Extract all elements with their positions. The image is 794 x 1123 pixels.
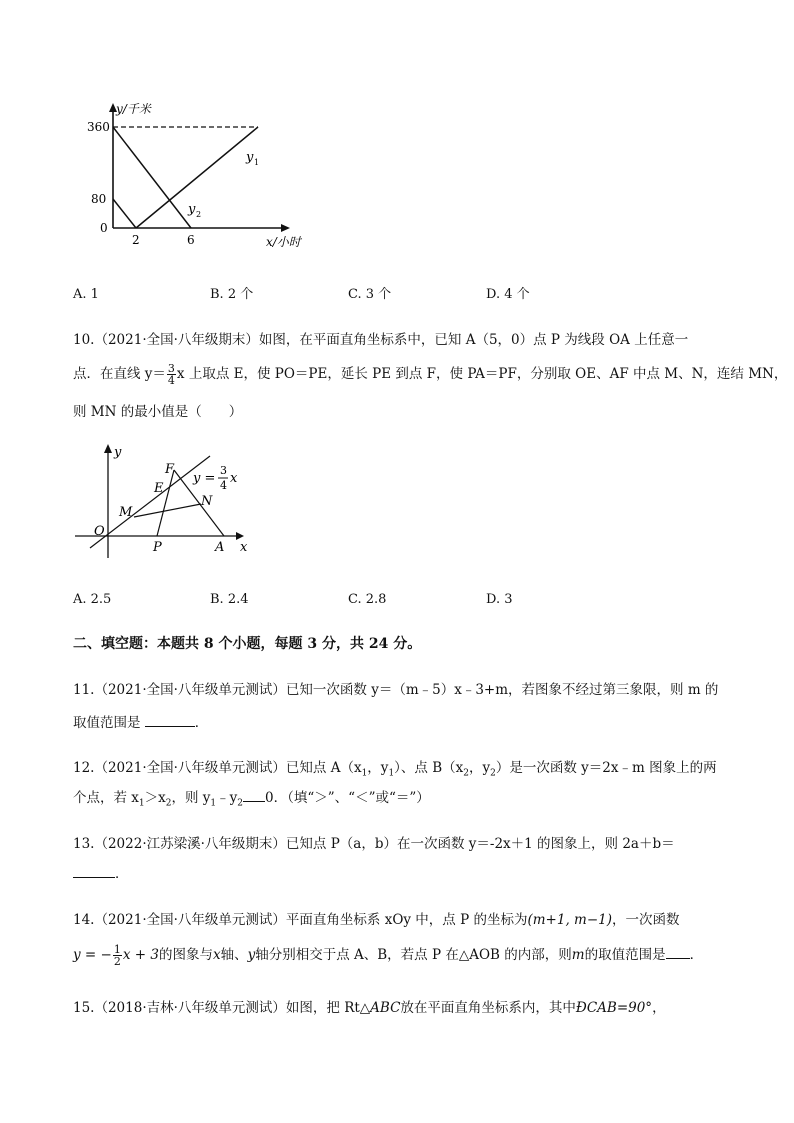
q10-line2: 点．在直线 y＝ $\frac{3}{4}$ x 上取点 E，使 PO＝PE，延长 PE 到点 F，使 PA＝PF，分别取 OE、AF 中点 M、N，连结 MN， <box>73 362 788 387</box>
graph1-tick-0: 0 <box>100 221 108 235</box>
q10-option-c: C. 2.8 <box>348 592 387 607</box>
distance-time-graph <box>80 100 320 260</box>
q9-option-a: A. 1 <box>73 287 99 302</box>
q13-line2: ． <box>73 864 129 884</box>
graph2-label-y: y <box>114 445 122 460</box>
q14-fraction: $\frac{1}{2}$ <box>113 943 121 968</box>
q14-line2: y = − $\frac{1}{2}$ x + 3的图象与x轴、y轴分别相交于点 A、B，若点 P 在△AOB 的内部，则m的取值范围是 ． <box>73 943 704 968</box>
graph1-label-y1: y <box>246 150 254 165</box>
graph1-tick-6: 6 <box>187 233 195 247</box>
section2-title: 二、填空题：本题共 8 个小题，每题 3 分，共 24 分。 <box>73 636 422 652</box>
graph2-label-x: x <box>240 540 248 555</box>
graph2-label-m: M <box>119 505 133 520</box>
graph2-label-eq: y = <box>193 471 216 486</box>
graph2-label-f: F <box>165 462 175 477</box>
q12-line2: 个点，若 $x_1>x_2$，则 $y_1﹣y_2$ 0．（填“＞”、“＜”或“＝”） <box>73 790 430 809</box>
q9-option-c: C. 3 个 <box>348 287 392 302</box>
graph2-label-p: P <box>153 540 162 555</box>
graph1-label-y2-sub: 2 <box>196 210 202 219</box>
graph2-label-n: N <box>201 494 213 509</box>
graph1-label-y2: y <box>188 202 196 217</box>
q10-fraction: $\frac{3}{4}$ <box>167 362 175 387</box>
q11-line2: 取值范围是 ． <box>73 715 209 731</box>
graph1-x-arrow <box>281 224 290 232</box>
graph2-x-arrow <box>236 532 244 540</box>
q10-option-a: A. 2.5 <box>73 592 112 607</box>
graph2-label-eq-x: x <box>230 471 238 486</box>
graph1-x-label: x/小时 <box>266 235 301 249</box>
q12-answer-blank[interactable] <box>243 801 265 802</box>
q9-option-d: D. 4 个 <box>486 287 530 302</box>
q9-option-b: B. 2 个 <box>210 287 254 302</box>
q15-line1: 15.（2018·吉林·八年级单元测试）如图，把 Rt△ABC放在平面直角坐标系内，其中ÐCAB=90°， <box>73 1000 666 1016</box>
graph1-tick-360: 360 <box>87 120 110 134</box>
q14-line1: 14.（2021·全国·八年级单元测试）平面直角坐标系 xOy 中，点 P 的坐标为(m+1, m−1)，一次函数 <box>73 912 680 928</box>
graph2-y-arrow <box>104 444 112 453</box>
graph2-segment-pf <box>157 470 174 536</box>
geometry-figure <box>70 440 270 565</box>
q13-answer-blank[interactable] <box>73 877 115 878</box>
q10-option-d: D. 3 <box>486 592 513 607</box>
graph2-label-frac-num: 3 <box>220 464 227 477</box>
q14-answer-blank[interactable] <box>666 958 690 959</box>
q12-line1: 12.（2021·全国·八年级单元测试）已知点 $A(x_1$，$y_1$）、点 $B(x_2$，$y_2$）是一次函数 y＝2x﹣m 图象上的两 <box>73 760 717 779</box>
graph1-tick-2: 2 <box>132 233 140 247</box>
graph1-line-y1-a <box>113 199 136 228</box>
graph1-label-y1-sub: 1 <box>254 158 260 167</box>
graph2-label-a: A <box>215 540 225 555</box>
graph2-label-o: O <box>94 524 105 539</box>
q13-line1: 13.（2022·江苏梁溪·八年级期末）已知点 P（a，b）在一次函数 y＝-2x＋1 的图象上，则 2a＋b＝ <box>73 836 675 852</box>
graph1-tick-80: 80 <box>91 192 107 206</box>
graph1-y-label: y/千米 <box>116 102 151 116</box>
q10-line1: 10.（2021·全国·八年级期末）如图，在平面直角坐标系中，已知 A（5，0）点 P 为线段 OA 上任意一 <box>73 332 689 348</box>
q11-answer-blank[interactable] <box>145 726 195 727</box>
q10-line3: 则 MN 的最小值是（ ） <box>73 404 243 420</box>
graph2-label-e: E <box>154 481 164 496</box>
q11-line1: 11.（2021·全国·八年级单元测试）已知一次函数 y＝（m﹣5）x﹣3+m，若图象不经过第三象限，则 m 的 <box>73 682 719 698</box>
q10-option-b: B. 2.4 <box>210 592 249 607</box>
graph2-label-frac-den: 4 <box>220 479 227 492</box>
